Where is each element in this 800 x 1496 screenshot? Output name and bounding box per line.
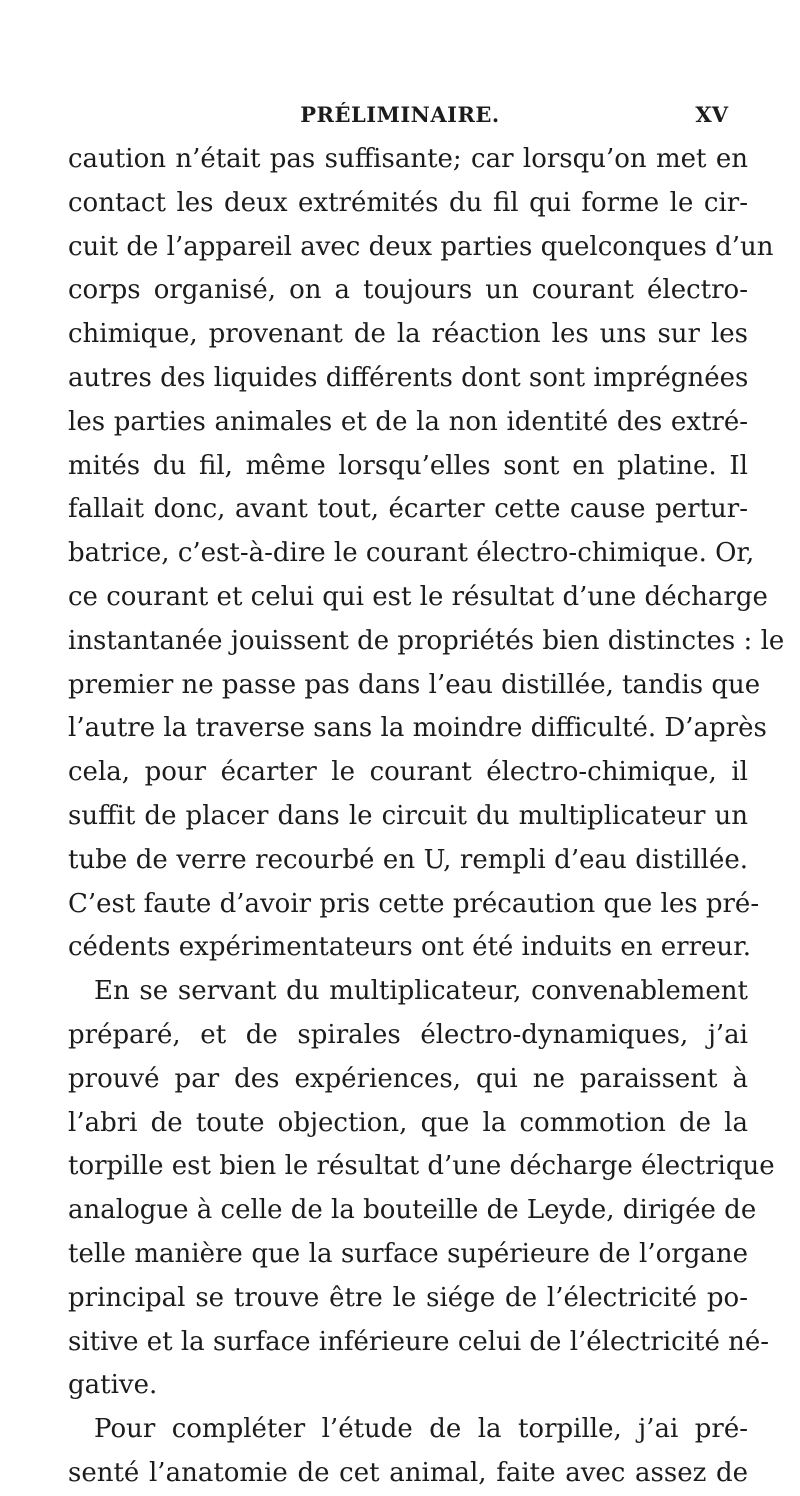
text-line: En se servant du multiplicateur, convenablement	[94, 976, 748, 1007]
text-line: l’abri de toute objection, que la commotion de la	[68, 1107, 748, 1138]
text-line: C’est faute d’avoir pris cette précaution que les pré-	[68, 888, 760, 919]
text-line: Pour compléter l’étude de la torpille, j’ai pré-	[94, 1414, 748, 1445]
text-line: instantanée jouissent de propriétés bien distinctes : le	[68, 625, 785, 656]
text-line: premier ne passe pas dans l’eau distillée, tandis que	[68, 669, 761, 700]
text-line: chimique, provenant de la réaction les uns sur les	[68, 319, 748, 350]
page-header	[0, 102, 800, 132]
text-line: gative.	[68, 1370, 158, 1401]
text-line: cela, pour écarter le courant électro-chimique, il	[68, 757, 748, 788]
text-line: tube de verre recourbé en U, rempli d’eau distillée.	[68, 844, 748, 875]
text-line: ce courant et celui qui est le résultat d’une décharge	[68, 581, 768, 612]
text-line: mités du fil, même lorsqu’elles sont en platine. Il	[68, 450, 748, 481]
text-line: telle manière que la surface supérieure de l’organe	[68, 1238, 748, 1269]
text-line: suffit de placer dans le circuit du multiplicateur un	[68, 800, 748, 831]
text-line: sitive et la surface inférieure celui de l’électricité né-	[68, 1326, 770, 1357]
text-line: l’autre la traverse sans la moindre difficulté. D’après	[68, 713, 767, 744]
text-line: analogue à celle de la bouteille de Leyde, dirigée de	[68, 1195, 757, 1226]
text-line: fallait donc, avant tout, écarter cette cause pertur-	[68, 494, 748, 525]
text-line: contact les deux extrémités du fil qui forme le cir-	[68, 187, 748, 218]
text-line: batrice, c’est-à-dire le courant électro-chimique. Or,	[68, 538, 755, 569]
body-text	[68, 138, 785, 1496]
text-line: autres des liquides différents dont sont imprégnées	[68, 362, 749, 393]
text-line: cuit de l’appareil avec deux parties quelconques d’un	[68, 231, 774, 262]
text-line: préparé, et de spirales électro-dynamiques, j’ai	[68, 1019, 748, 1050]
text-line: les parties animales et de la non identité des extré-	[68, 406, 748, 437]
text-line: cédents expérimentateurs ont été induits en erreur.	[68, 932, 751, 963]
text-line: corps organisé, on a toujours un courant électro-	[68, 275, 748, 306]
text-line: caution n’était pas suffisante; car lorsqu’on met en	[68, 144, 748, 174]
text-line: torpille est bien le résultat d’une décharge électrique	[68, 1151, 775, 1182]
text-line: principal se trouve être le siége de l’électricité po-	[68, 1282, 748, 1313]
running-title: PRÉLIMINAIRE.	[300, 102, 500, 127]
text-line: senté l’anatomie de cet animal, faite avec assez de	[68, 1457, 748, 1488]
page-number: XV	[695, 102, 728, 127]
text-line: prouvé par des expériences, qui ne paraissent à	[68, 1063, 748, 1094]
